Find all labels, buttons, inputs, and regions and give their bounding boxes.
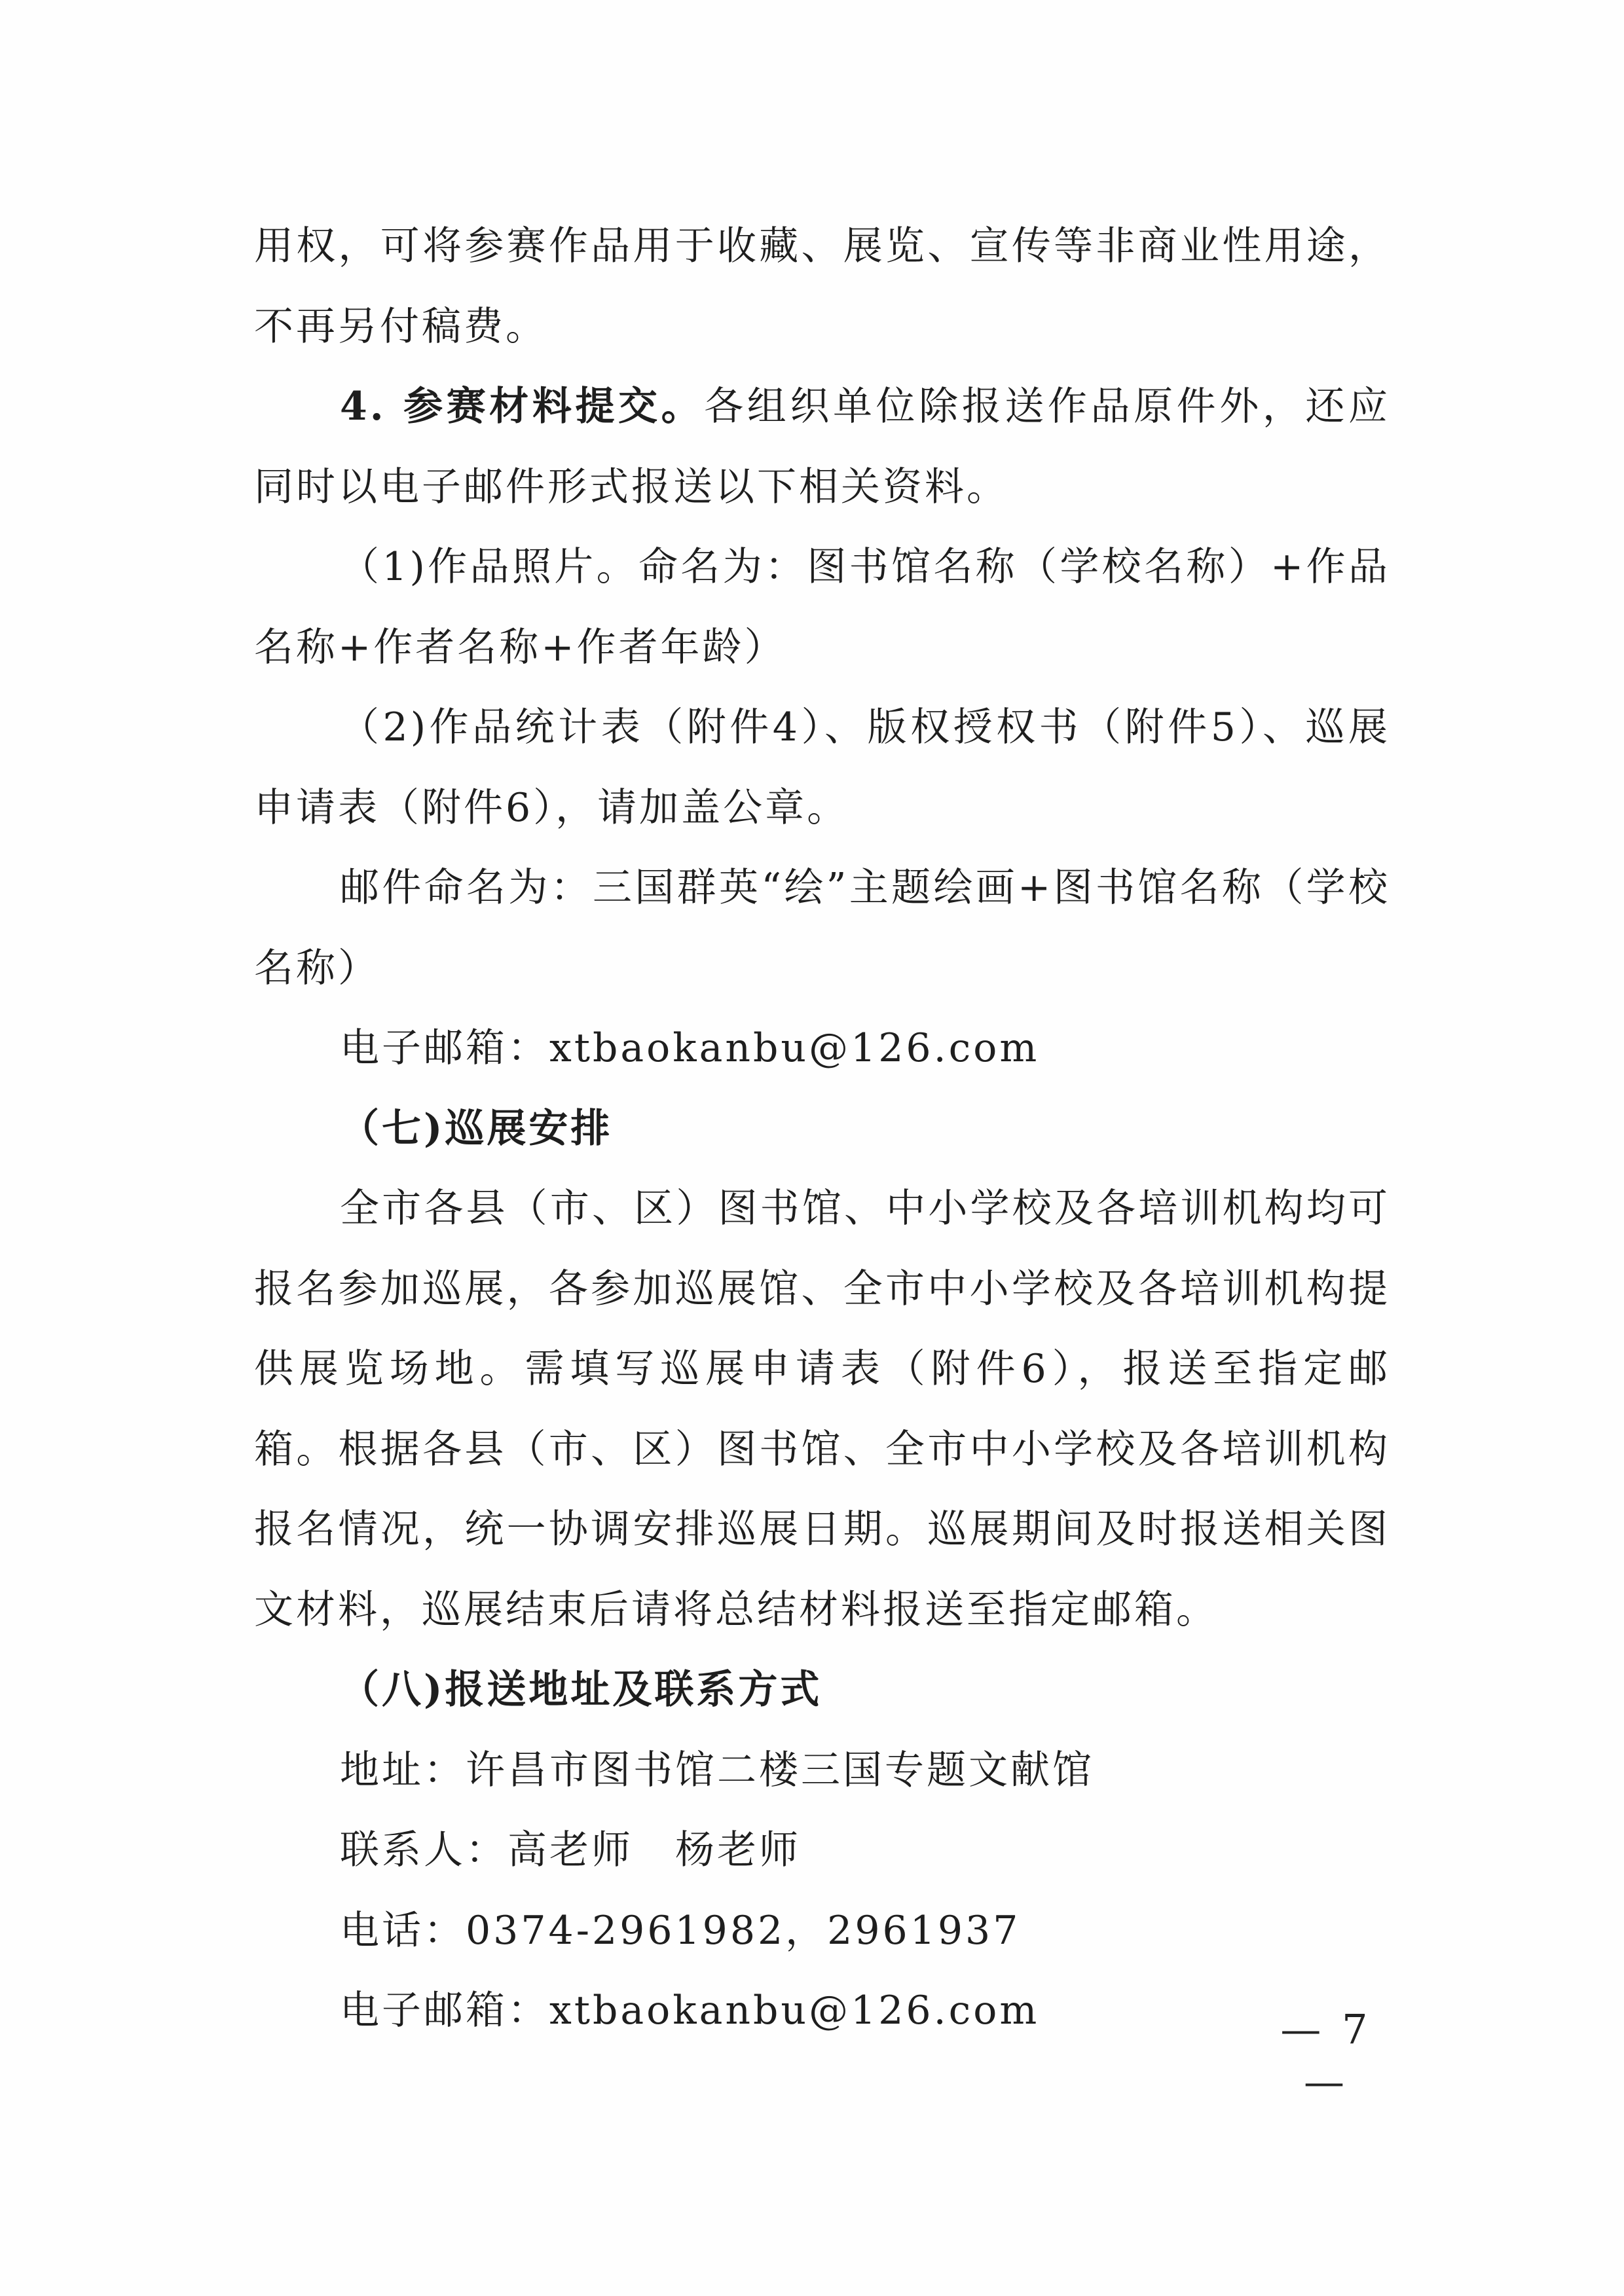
paragraph-contact-person: 联系人：高老师 杨老师 bbox=[340, 1827, 801, 1873]
item-heading-submission: 4. 参赛材料提交。 bbox=[340, 384, 705, 429]
section-heading-tour: （七)巡展安排 bbox=[340, 1105, 613, 1152]
paragraph-tour-arrangement: 全市各县（市、区）图书馆、中小学校及各培训机构均可报名参加巡展，各参加巡展馆、全市中小学校及各培训机构提供展览场地。需填写巡展申请表（附件6），报送至指定邮箱。根据各县（市、区）图书馆、全市中小学校及各培训机构报名情况，统一协调安排巡展日期。巡展期间及时报送相关图文材料，巡展结束后请将总结材料报送至指定邮箱。 bbox=[254, 1186, 1390, 1633]
paragraph-statistics-form: （2)作品统计表（附件4）、版权授权书（附件5）、巡展申请表（附件6），请加盖公章。 bbox=[254, 704, 1390, 831]
section-heading-contact: （八)报送地址及联系方式 bbox=[340, 1667, 822, 1713]
paragraph-phone: 电话：0374-2961982，2961937 bbox=[340, 1907, 1021, 1954]
paragraph-address: 地址：许昌市图书馆二楼三国专题文献馆 bbox=[340, 1747, 1094, 1793]
paragraph-contact-email: 电子邮箱：xtbaokanbu@126.com bbox=[340, 1988, 1040, 2033]
paragraph-copyright-use: 用权，可将参赛作品用于收藏、展览、宣传等非商业性用途，不再另付稿费。 bbox=[254, 223, 1390, 350]
paragraph-email-naming: 邮件命名为：三国群英“绘”主题绘画+图书馆名称（学校名称） bbox=[254, 865, 1390, 991]
item-body-submission: 各组织单位除报送作品原件外，还应同时以电子邮件形式报送以下相关资料。 bbox=[254, 384, 1391, 510]
page-number: — 7 — bbox=[1280, 2005, 1372, 2105]
document-body bbox=[254, 206, 1390, 2051]
paragraph-work-photo: （1)作品照片。命名为：图书馆名称（学校名称）+作品名称+作者名称+作者年龄） bbox=[254, 544, 1390, 670]
paragraph-material-submission bbox=[254, 367, 1390, 527]
paragraph-email-address: 电子邮箱：xtbaokanbu@126.com bbox=[340, 1025, 1040, 1071]
